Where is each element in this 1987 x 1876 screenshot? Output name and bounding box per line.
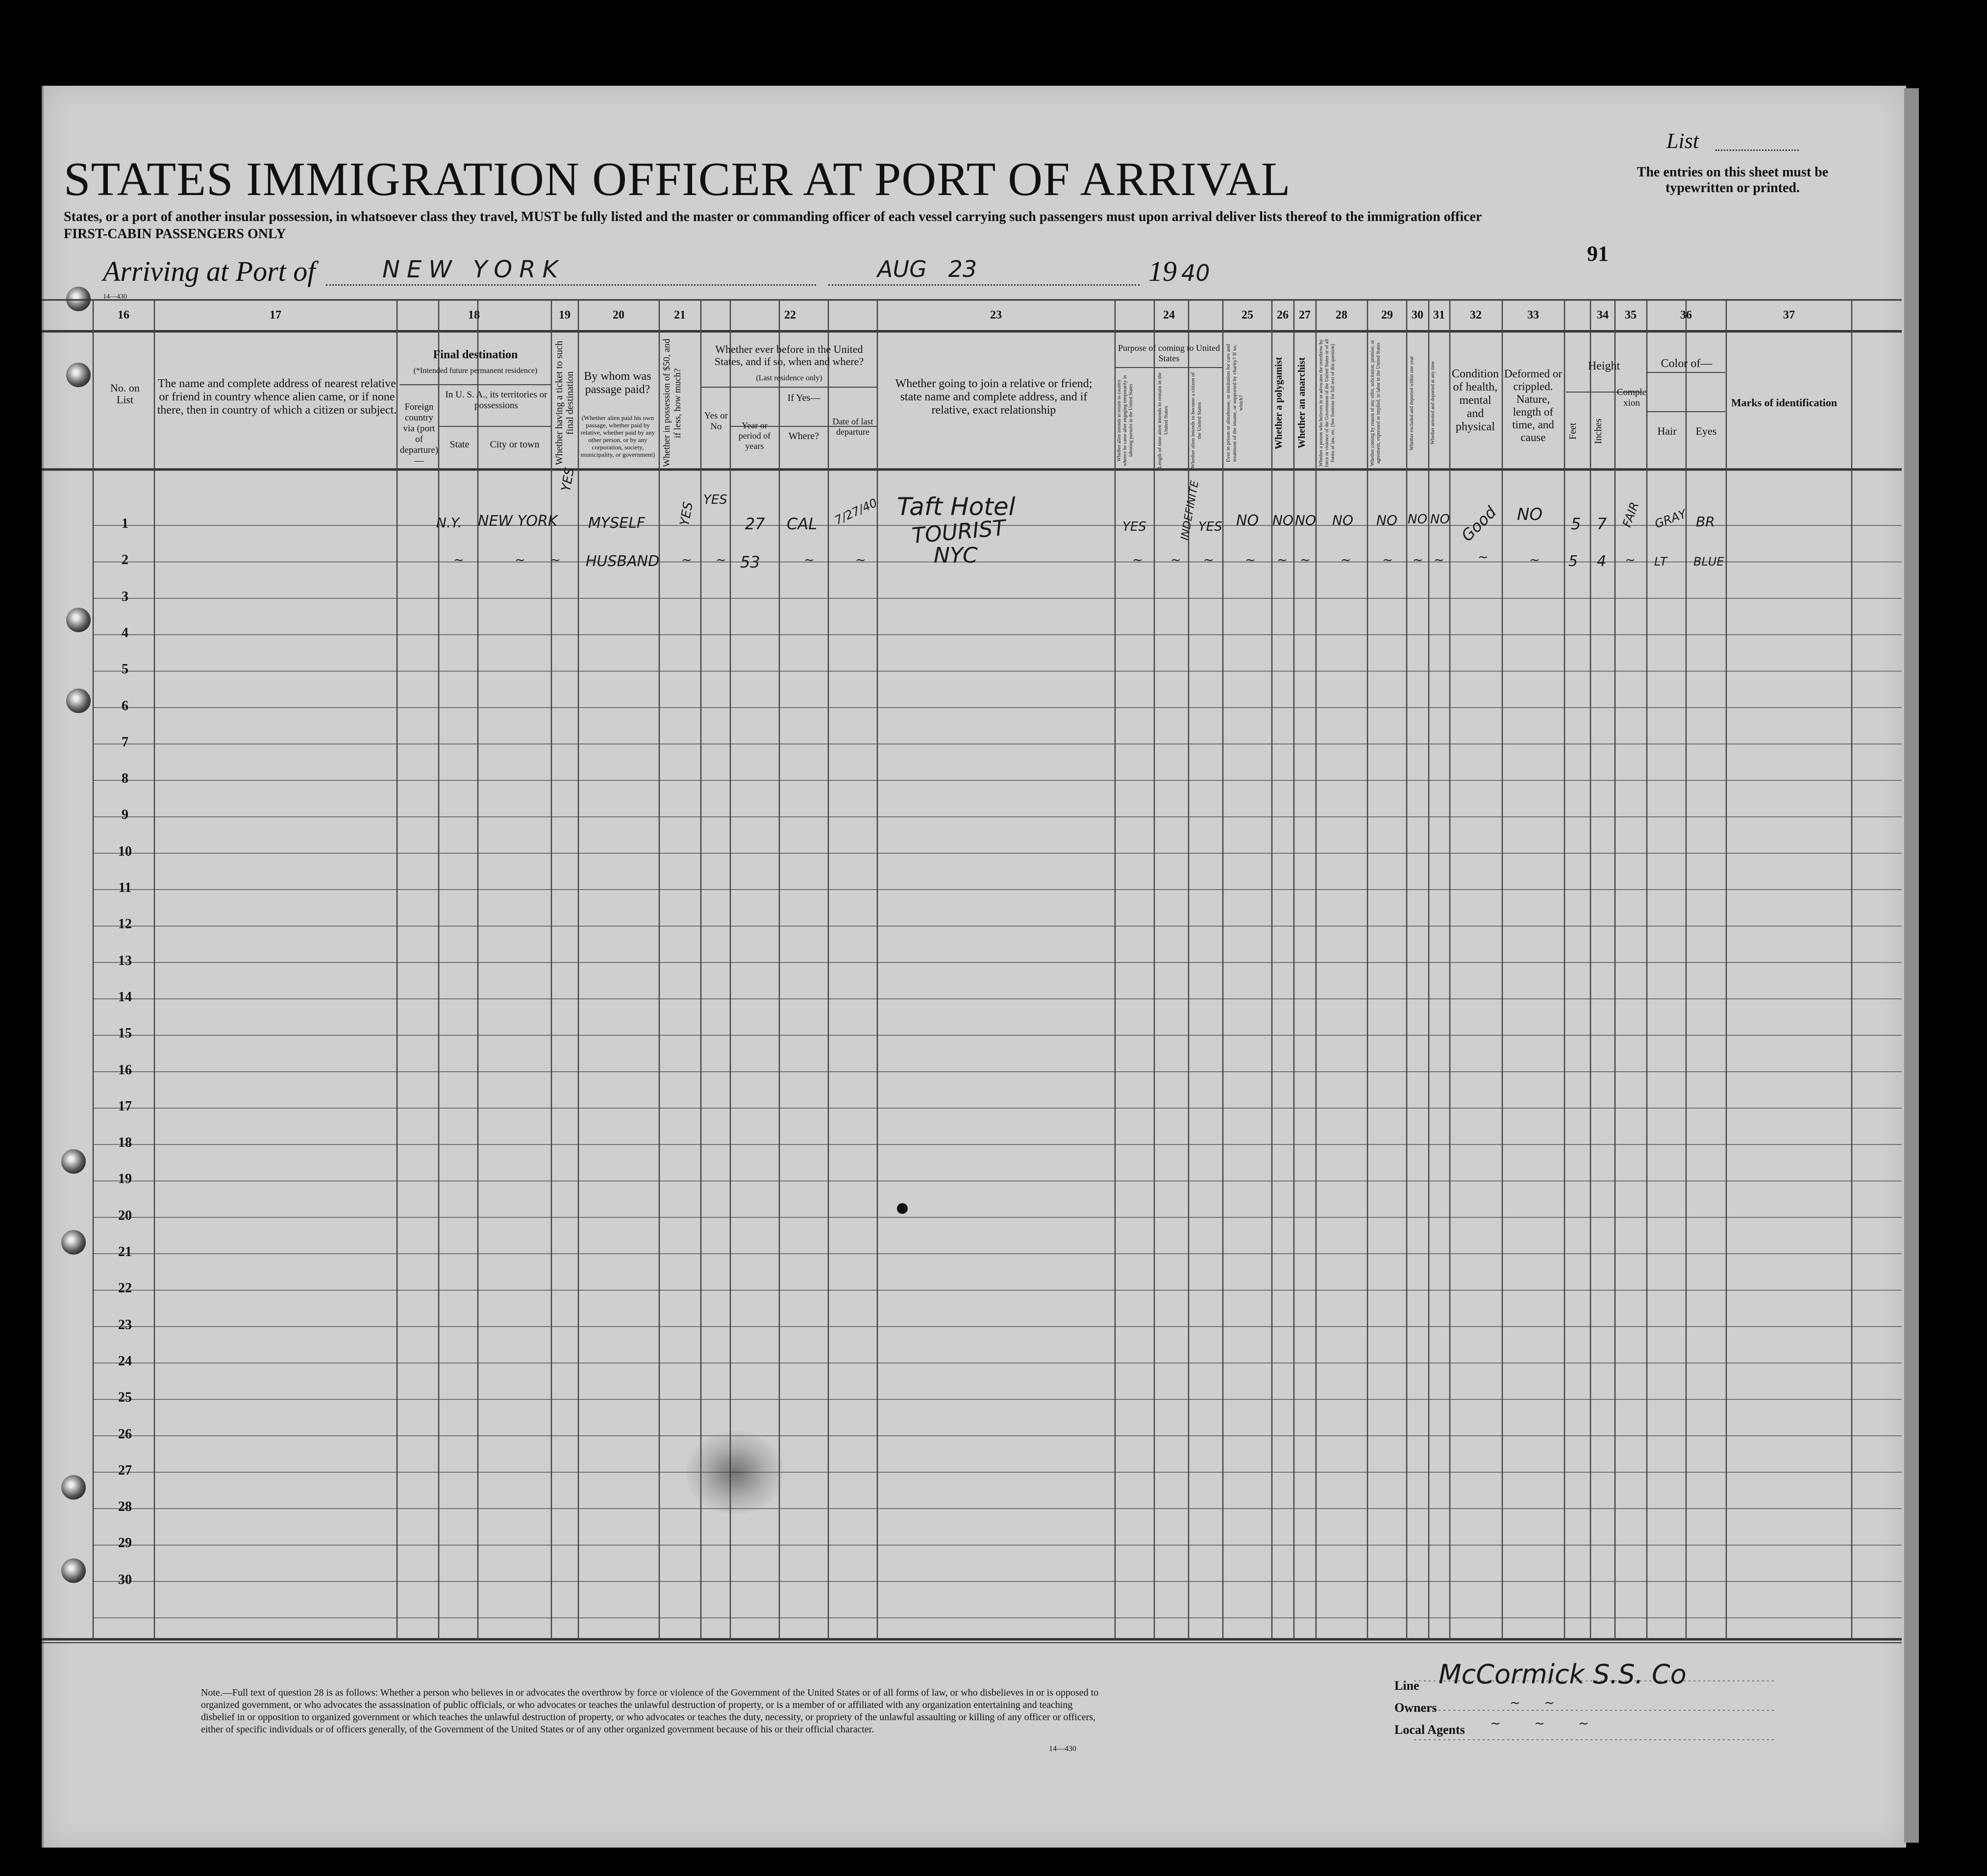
year-suffix: 40	[1181, 260, 1210, 286]
header-feet: Feet	[1567, 422, 1578, 440]
row2-where: ~	[804, 553, 815, 568]
header-final-destination: Final destination	[433, 348, 518, 361]
header-purpose: Purpose of coming to United States	[1118, 343, 1220, 363]
sheet-number: 91	[1587, 242, 1609, 266]
column-number: 24	[1163, 309, 1175, 321]
column-number: 36	[1680, 309, 1692, 321]
row-number: 8	[122, 771, 128, 787]
row2-q27: ~	[1300, 553, 1311, 568]
row-number: 20	[118, 1208, 132, 1223]
row-number: 1	[122, 516, 128, 531]
passenger-class: FIRST-CABIN PASSENGERS ONLY	[64, 226, 286, 242]
ink-smudge	[686, 1431, 784, 1514]
column-number: 19	[559, 309, 571, 321]
ink-dot	[897, 1203, 908, 1214]
row2-departure: ~	[855, 553, 866, 568]
row1-q28: NO	[1332, 512, 1353, 528]
agents-value: ~ ~ ~	[1490, 1716, 1589, 1731]
header-labor-offer: Whether coming by reason of any offer, solicitation, promise, or agreement, expressed or implied, to labor in the United States	[1370, 340, 1381, 467]
year-prefix: 19	[1148, 255, 1177, 287]
line-value: McCormick S.S. Co	[1439, 1659, 1687, 1690]
header-final-destination-sub: (*Intended future permanent residence)	[413, 367, 538, 375]
column-number: 30	[1412, 309, 1423, 321]
row-number: 3	[122, 589, 128, 604]
row2-purpose-b: ~	[1170, 553, 1181, 568]
form-code-top: 14—430	[103, 293, 127, 300]
row-number: 18	[118, 1135, 132, 1151]
row2-q28: ~	[1341, 553, 1351, 568]
header-inches: Inches	[1593, 418, 1604, 444]
row-number: 5	[122, 662, 128, 677]
column-number: 22	[784, 309, 796, 321]
agents-label: Local Agents	[1394, 1723, 1465, 1737]
header-passage-paid-sub: (Whether alien paid his own passage, whether paid by relative, whether paid by any other person, or by any corporation, society, municipality, or government)	[580, 414, 655, 458]
row1-purpose-c: YES	[1198, 519, 1222, 534]
list-label: List	[1666, 129, 1699, 153]
column-number: 33	[1527, 309, 1539, 321]
row1-q29: NO	[1376, 512, 1397, 528]
row2-q30: ~	[1413, 553, 1423, 568]
row2-city: ~	[515, 553, 525, 568]
row2-health: ~	[1478, 550, 1489, 565]
row2-before: ~	[716, 553, 726, 568]
header-deported: Whether arrested and deported at any time	[1430, 361, 1436, 445]
row-number: 17	[118, 1098, 132, 1114]
row-number: 13	[118, 953, 132, 968]
row2-period: 53	[740, 553, 760, 571]
column-number: 27	[1299, 309, 1311, 321]
row-number: 22	[118, 1281, 132, 1296]
row-number: 29	[118, 1535, 132, 1551]
column-number: 20	[613, 309, 624, 321]
row2-complexion: ~	[1625, 553, 1636, 568]
rule-text: States, or a port of another insular possession, in whatsoever class they travel, MUST be fully listed and the master or commanding officer of each vessel carrying such passengers must upon arrival deliver lists thereof to the immigration officer	[64, 209, 1482, 224]
header-excluded: Whether excluded and deported within one year	[1409, 356, 1415, 450]
header-height: Height	[1588, 360, 1620, 372]
row1-purpose-a: YES	[1122, 519, 1146, 534]
header-health: Condition of health, mental and physical	[1451, 368, 1499, 433]
row1-health: Good	[1457, 502, 1500, 545]
header-marks: Marks of identification	[1731, 396, 1838, 409]
header-eyes: Eyes	[1695, 425, 1717, 437]
row1-feet: 5	[1571, 515, 1581, 533]
column-number: 35	[1625, 309, 1637, 321]
row-number: 27	[118, 1462, 132, 1478]
row1-inches: 7	[1597, 515, 1607, 533]
row1-eyes: BR	[1696, 514, 1715, 530]
form-code: 14—430	[1049, 1745, 1076, 1753]
row1-state: N.Y.	[436, 515, 462, 531]
row-number: 21	[118, 1244, 132, 1259]
header-last-departure: Date of last departure	[832, 417, 873, 437]
header-prison: Ever in prison or almshouse, or institution for care and treatment of the insane, or supported by charity? If so, which?	[1225, 344, 1244, 462]
owners-label: Owners	[1394, 1701, 1437, 1715]
row-number: 24	[118, 1353, 132, 1369]
header-state: State	[449, 439, 470, 450]
page-title: STATES IMMIGRATION OFFICER AT PORT OF ARRIVAL	[64, 153, 1291, 206]
column-number: 28	[1336, 309, 1347, 321]
row2-purpose-a: ~	[1132, 553, 1143, 568]
header-nearest-relative: The name and complete address of nearest relative or friend in country whence alien came, or if none there, then in country of which a citizen or subject.	[157, 377, 397, 417]
row1-before: YES	[703, 493, 727, 507]
row1-q27: NO	[1295, 512, 1316, 528]
row2-join: TOURIST	[911, 515, 1007, 549]
row-number: 19	[118, 1171, 132, 1187]
row-number: 12	[118, 916, 132, 932]
row1-join: Taft Hotel	[897, 493, 1016, 521]
row-number: 26	[118, 1426, 132, 1442]
column-number: 34	[1597, 309, 1609, 321]
row2-state: ~	[453, 553, 464, 568]
row2-eyes: BLUE	[1693, 555, 1724, 568]
header-purpose-a: Whether alien intends to return to country whence he came after engaging temporarily in laboring pursuits in the United States	[1117, 375, 1134, 466]
row1-purpose-b: INDEFINITE	[1179, 479, 1202, 542]
row1-where: CAL	[787, 515, 818, 533]
port-value: NEW YORK	[382, 256, 565, 283]
header-color-of: Color of—	[1661, 357, 1713, 370]
header-no-on-list: No. on List	[110, 382, 140, 406]
header-hair: Hair	[1657, 425, 1677, 437]
header-if-yes: If Yes—	[787, 393, 820, 403]
row1-hair: GRAY	[1653, 507, 1689, 531]
row2-q25: ~	[1245, 553, 1256, 568]
owners-value: ~ ~	[1510, 1696, 1555, 1710]
row-number: 9	[122, 807, 128, 823]
header-ever-before-sub: (Last residence only)	[756, 374, 822, 382]
column-number: 18	[468, 309, 480, 321]
header-foreign-country: Foreign country via (port of departure)—	[399, 402, 439, 466]
header-passage-paid: By whom was passage paid?	[584, 370, 651, 396]
header-purpose-b: Length of time alien intends to remain in the United States	[1157, 372, 1169, 469]
row1-complexion: FAIR	[1620, 500, 1642, 529]
entries-note: The entries on this sheet must be typewritten or printed.	[1637, 165, 1829, 196]
column-number: 25	[1242, 309, 1253, 321]
row1-paid-by: MYSELF	[588, 515, 646, 532]
column-number: 16	[118, 309, 129, 321]
header-ever-before: Whether ever before in the United States, and if so, when and where?	[714, 343, 864, 368]
column-number: 29	[1381, 309, 1393, 321]
date-value: AUG 23	[877, 256, 977, 282]
row-number: 2	[122, 552, 128, 568]
row-number: 28	[118, 1499, 132, 1515]
header-question-28: Whether a person who believes in or advocates the overthrow by force or violence of the Government of the United States or of all forms of law, etc. (See footnote for full text of this question)	[1318, 339, 1336, 468]
header-where: Where?	[788, 431, 820, 442]
row2-q29: ~	[1382, 553, 1393, 568]
row-number: 10	[118, 843, 132, 859]
row1-fifty: YES	[677, 500, 696, 527]
row-number: 23	[118, 1317, 132, 1333]
row1-ticket: YES	[559, 466, 578, 493]
header-fifty-dollars: Whether in possession of $50, and if less, how much?	[662, 339, 683, 468]
header-period: Year or period of years	[738, 420, 771, 451]
row2-fifty: ~	[681, 553, 692, 568]
header-ticket: Whether having a ticket to such final destination	[554, 341, 575, 466]
row-number: 14	[118, 989, 132, 1005]
row1-city: NEW YORK	[478, 513, 558, 530]
row2-feet: 5	[1568, 553, 1578, 570]
row-number: 4	[122, 625, 128, 641]
column-number: 31	[1433, 309, 1445, 321]
row2-deformed: ~	[1529, 553, 1540, 568]
row2-paid-by: HUSBAND	[586, 553, 660, 570]
column-number: 32	[1470, 309, 1482, 321]
row-number: 30	[118, 1572, 132, 1587]
row1-q31: NO	[1430, 512, 1450, 527]
header-city: City or town	[490, 439, 540, 450]
row-number: 16	[118, 1062, 132, 1078]
header-complexion: Complexion	[1616, 387, 1647, 408]
row-number: 6	[122, 698, 128, 714]
row2-q26: ~	[1277, 553, 1288, 568]
header-in-usa: In U. S. A., its territories or possessions	[445, 390, 547, 411]
row1-departure: 7/27/40	[832, 495, 880, 528]
row-number: 25	[118, 1390, 132, 1406]
row1-deformed: NO	[1517, 505, 1543, 524]
arriving-label: Arriving at Port of	[103, 255, 316, 287]
row2-join-extra: NYC	[934, 543, 978, 568]
row2-ticket: ~	[550, 553, 561, 568]
row-number: 15	[118, 1026, 132, 1041]
header-polygamist: Whether a polygamist	[1273, 357, 1284, 449]
row-number: 11	[118, 880, 132, 895]
header-deformed: Deformed or crippled. Nature, length of time, and cause	[1504, 368, 1563, 444]
column-number: 26	[1277, 309, 1289, 321]
header-join-relative: Whether going to join a relative or friend; state name and complete address, and if relative, exact relationship	[895, 377, 1093, 417]
row2-hair: LT	[1654, 555, 1667, 568]
column-number: 21	[674, 309, 686, 321]
row-number: 7	[122, 734, 128, 750]
row1-q25: NO	[1236, 512, 1259, 529]
header-purpose-c: Whether alien intends to become a citizen of the United States	[1190, 372, 1202, 469]
column-number: 23	[990, 309, 1002, 321]
column-number: 37	[1783, 309, 1795, 321]
column-number: 17	[270, 309, 281, 321]
footnote-question-28: Note.—Full text of question 28 is as follows: Whether a person who believes in or advocates the overthrow by force or violence of the Government of the United States or of all forms of law, or who disbelieves in or is opposed to organized government, or who advocates the assassination of public officials, or who advocates or teaches the unlawful destruction of property, or is a member of or affiliated with any organization entertaining and teaching disbelief in or opposition to organized government or which teaches the unlawful destruction of property, or who advocates or teaches the duty, necessity, or propriety of the unlawful assaulting or killing of any officer or officers, either of specific individuals or of officers generally, of the Government of the United States or of any other organized government because of his or their official character.	[201, 1687, 1099, 1735]
row1-q30: NO	[1408, 512, 1427, 527]
header-anarchist: Whether an anarchist	[1296, 357, 1307, 449]
row1-q26: NO	[1272, 512, 1293, 528]
row2-purpose-c: ~	[1203, 553, 1214, 568]
row1-period: 27	[745, 515, 765, 533]
row2-inches: 4	[1597, 553, 1607, 570]
header-yes-no: Yes or No	[704, 411, 728, 432]
line-label: Line	[1394, 1679, 1419, 1693]
row2-q31: ~	[1434, 553, 1444, 568]
